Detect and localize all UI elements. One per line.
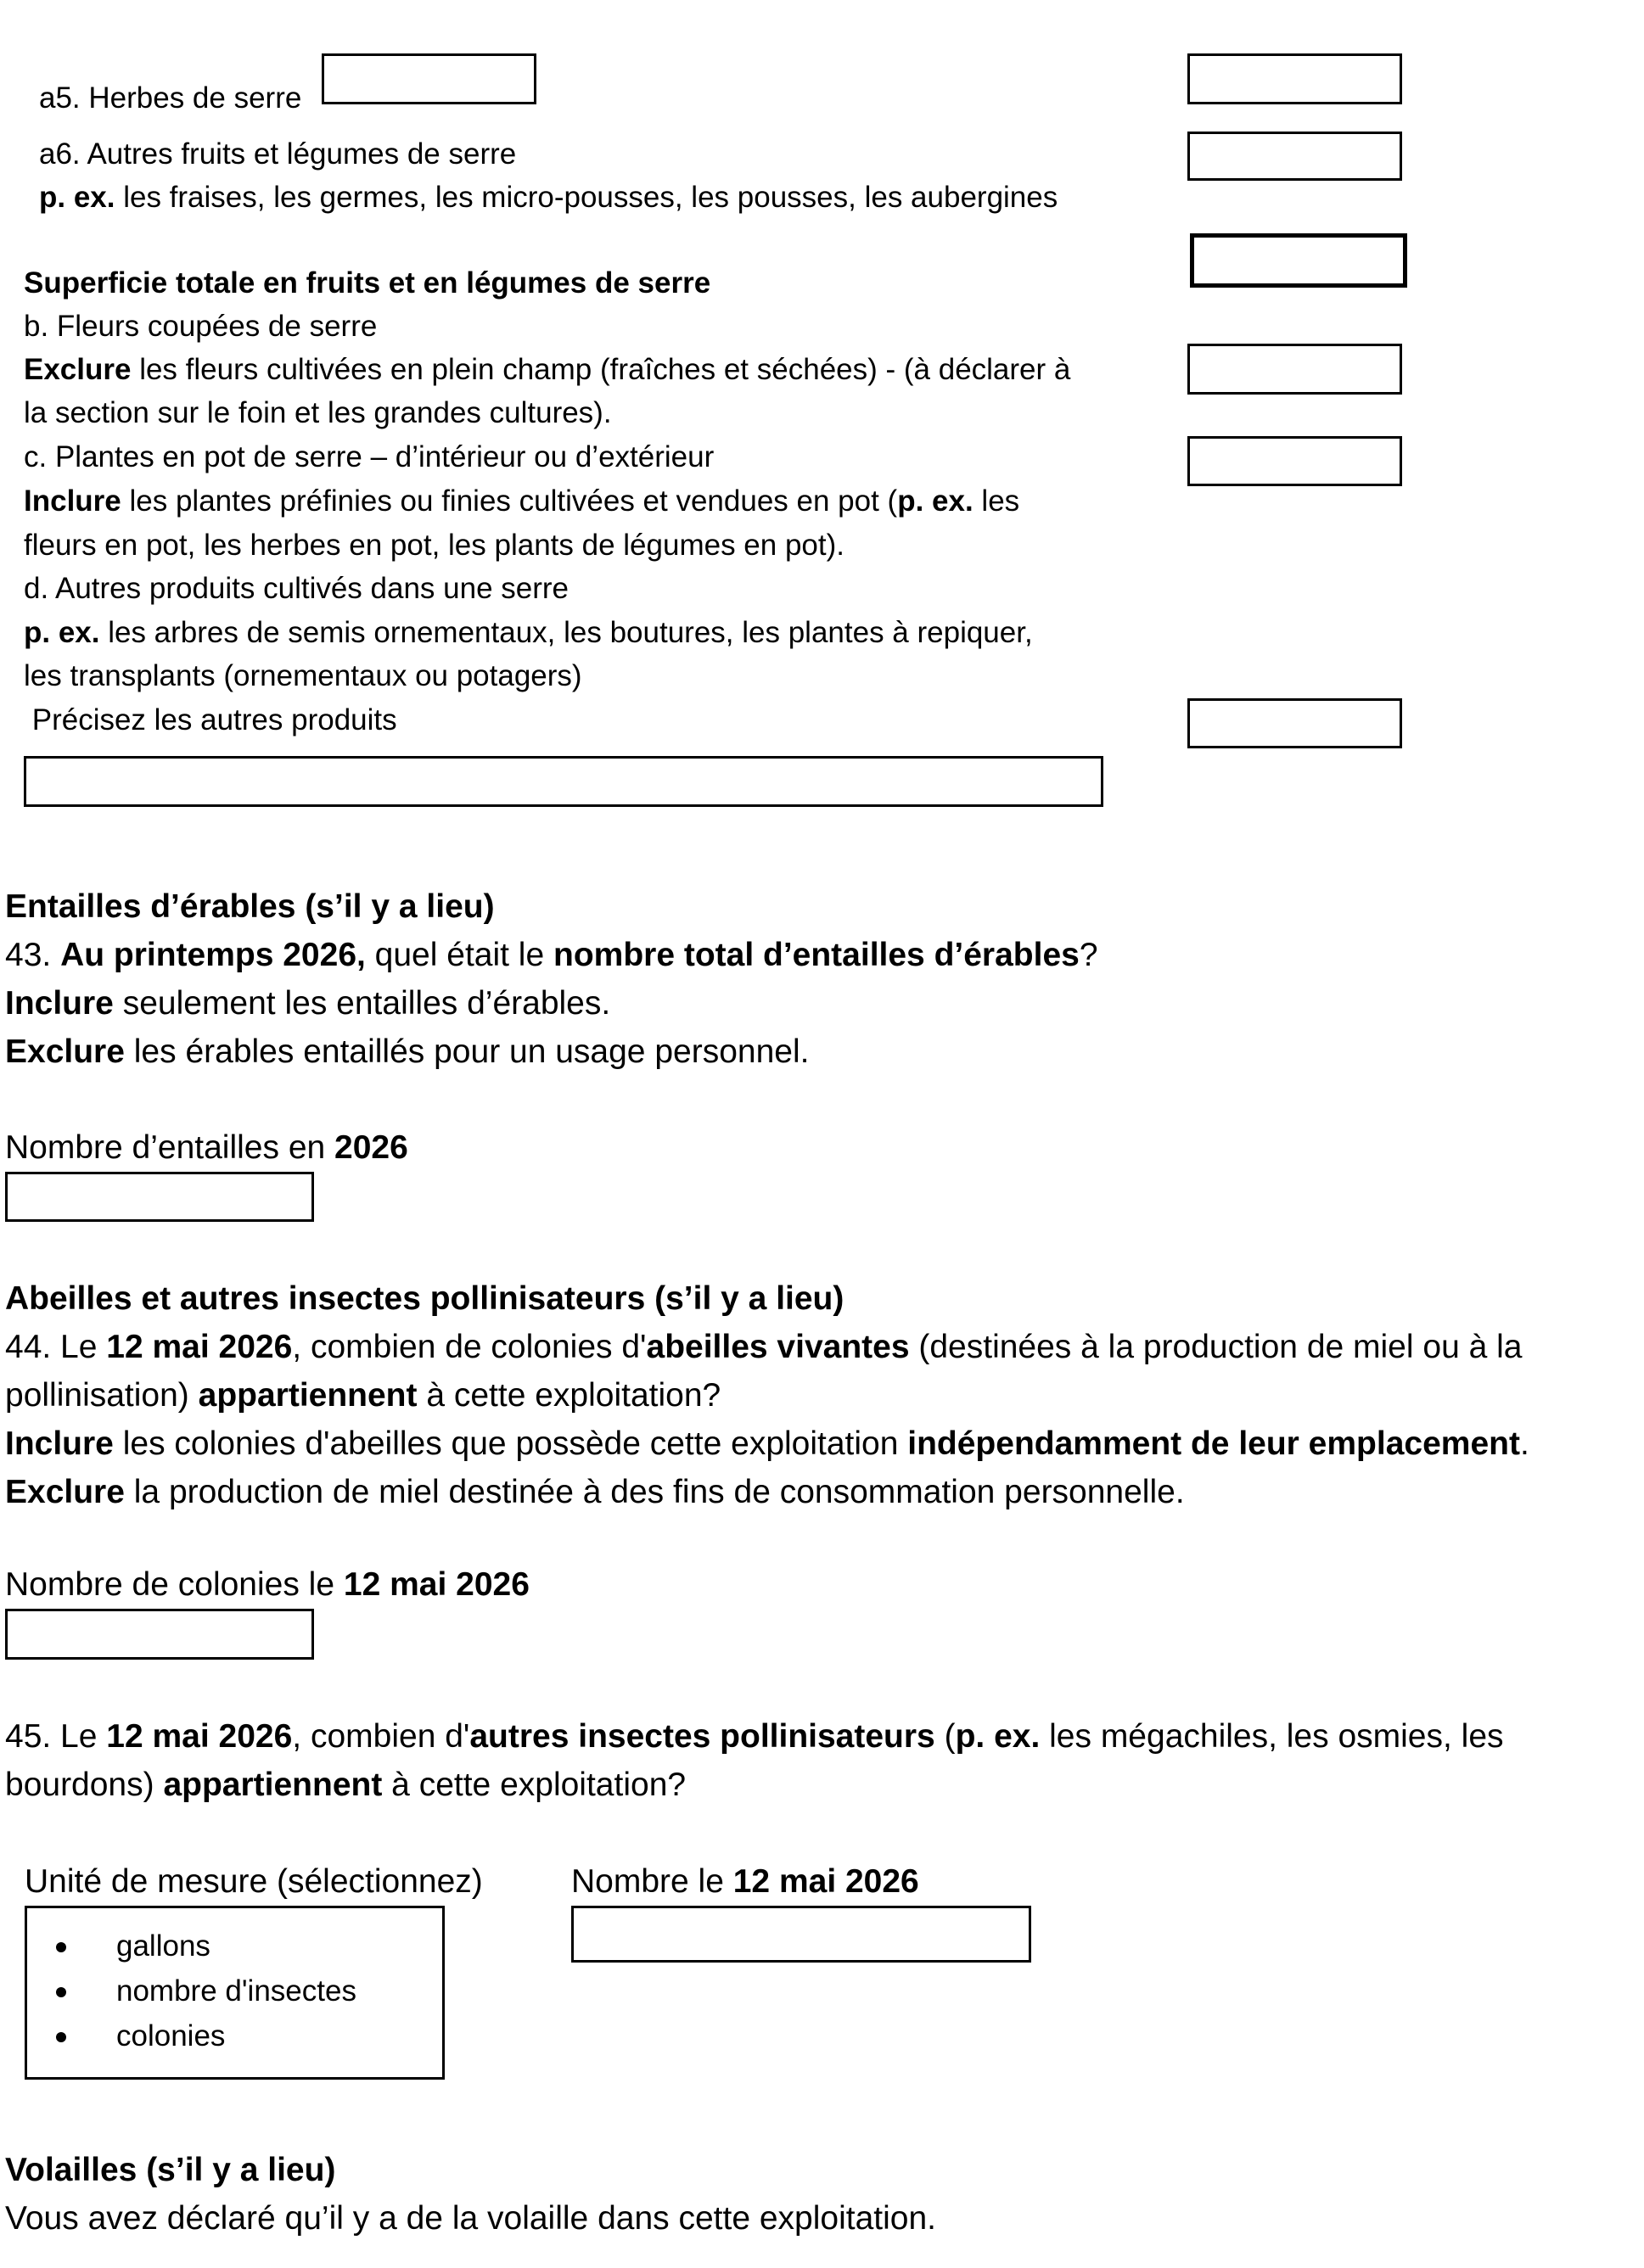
count-label: Nombre le 12 mai 2026	[571, 1863, 919, 1900]
a6-example: p. ex. les fraises, les germes, les micro-pousses, les pousses, les aubergines	[39, 181, 1058, 214]
q45-line2: bourdons) appartiennent à cette exploitation?	[5, 1767, 687, 1803]
c-include-line1: Inclure les plantes préfinies ou finies cultivées et vendues en pot (p. ex. les	[24, 484, 1020, 518]
poultry-text: Vous avez déclaré qu’il y a de la volaille dans cette exploitation.	[5, 2200, 937, 2237]
pollinator-count-input[interactable]	[571, 1906, 1031, 1963]
b-area-input[interactable]	[1187, 344, 1402, 395]
colonies-input[interactable]	[5, 1609, 314, 1660]
maple-heading: Entailles d’érables (s’il y a lieu)	[5, 888, 495, 925]
maple-question: 43. Au printemps 2026, quel était le nombre total d’entailles d’érables?	[5, 937, 1098, 973]
d-example-line1: p. ex. les arbres de semis ornementaux, les boutures, les plantes à repiquer,	[24, 616, 1033, 649]
bullet-icon	[56, 2032, 66, 2042]
poultry-heading: Volailles (s’il y a lieu)	[5, 2152, 336, 2188]
d-example-line2: les transplants (ornementaux ou potagers)	[24, 659, 582, 692]
maple-taps-input[interactable]	[5, 1172, 314, 1222]
b-exclude-line2: la section sur le foin et les grandes cultures).	[24, 396, 612, 429]
a6-area-input[interactable]	[1187, 132, 1402, 181]
unit-option-gallons[interactable]: gallons	[27, 1924, 442, 1968]
total-greenhouse-label: Superficie totale en fruits et en légumes de serre	[24, 266, 711, 300]
q44-include: Inclure les colonies d'abeilles que possède cette exploitation indépendamment de leur emplacement.	[5, 1425, 1529, 1462]
d-specify-label: Précisez les autres produits	[24, 703, 397, 736]
unit-select-list[interactable]	[25, 1906, 445, 2080]
a6-label: a6. Autres fruits et légumes de serre	[39, 137, 517, 171]
q44-exclude: Exclure la production de miel destinée à des fins de consommation personnelle.	[5, 1474, 1185, 1510]
unit-option-colonies[interactable]: colonies	[27, 2013, 442, 2058]
d-area-input[interactable]	[1187, 698, 1402, 748]
d-specify-input[interactable]	[24, 756, 1103, 807]
maple-field-label: Nombre d’entailles en 2026	[5, 1129, 408, 1166]
maple-include: Inclure seulement les entailles d’érables.	[5, 985, 611, 1022]
bees-heading: Abeilles et autres insectes pollinisateurs (s’il y a lieu)	[5, 1280, 844, 1317]
b-exclude-line1: Exclure les fleurs cultivées en plein champ (fraîches et séchées) - (à déclarer à	[24, 353, 1071, 386]
q44-line2: pollinisation) appartiennent à cette exploitation?	[5, 1377, 721, 1414]
c-include-line2: fleurs en pot, les herbes en pot, les plants de légumes en pot).	[24, 529, 844, 562]
b-label: b. Fleurs coupées de serre	[24, 310, 378, 343]
a5-area-input[interactable]	[1187, 53, 1402, 104]
maple-exclude: Exclure les érables entaillés pour un usage personnel.	[5, 1033, 810, 1070]
c-area-input[interactable]	[1187, 436, 1402, 486]
c-label: c. Plantes en pot de serre – d’intérieur ou d’extérieur	[24, 440, 715, 473]
unit-option-insects[interactable]: nombre d'insectes	[27, 1968, 442, 2013]
a5-inline-input[interactable]	[322, 53, 536, 104]
a5-label: a5. Herbes de serre	[39, 81, 302, 115]
total-greenhouse-input[interactable]	[1190, 233, 1407, 288]
bullet-icon	[56, 1942, 66, 1952]
unit-label: Unité de mesure (sélectionnez)	[25, 1863, 483, 1900]
colonies-field-label: Nombre de colonies le 12 mai 2026	[5, 1566, 530, 1603]
q45-line1: 45. Le 12 mai 2026, combien d'autres insectes pollinisateurs (p. ex. les mégachiles, les osmies, les	[5, 1718, 1504, 1755]
bullet-icon	[56, 1987, 66, 1997]
d-label: d. Autres produits cultivés dans une serre	[24, 572, 570, 605]
q44-line1: 44. Le 12 mai 2026, combien de colonies d'abeilles vivantes (destinées à la production de miel ou à la	[5, 1329, 1523, 1365]
